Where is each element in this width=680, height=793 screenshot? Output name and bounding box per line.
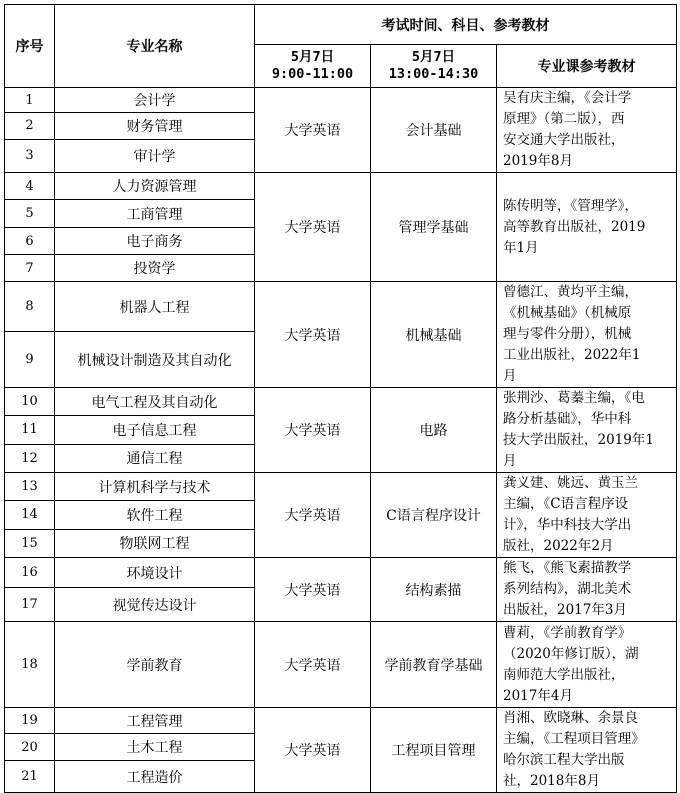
major-name: 会计学	[55, 88, 255, 113]
textbook-line: 月	[503, 368, 517, 384]
subject-session2: 结构素描	[371, 558, 497, 622]
major-name: 计算机科学与技术	[55, 473, 255, 501]
textbook-line: 《机械基础》（机械原	[503, 305, 632, 321]
major-name: 物联网工程	[55, 529, 255, 557]
subject-session1: 大学英语	[255, 173, 371, 282]
major-name: 通信工程	[55, 444, 255, 472]
row-number: 2	[5, 113, 55, 139]
session1-time: 9:00-11:00	[271, 66, 354, 82]
reference-textbook	[497, 88, 677, 173]
major-name: 电子商务	[55, 228, 255, 255]
textbook-line: 高等教育出版社，2019	[503, 218, 646, 235]
textbook-line: 主编，《C语言程序设	[503, 496, 629, 512]
reference-textbook	[497, 558, 677, 622]
subject-session1: 大学英语	[255, 558, 371, 622]
subject-session2: 电路	[371, 388, 497, 473]
subject-session2: 会计基础	[371, 88, 497, 173]
reference-textbook	[497, 473, 677, 558]
row-number: 17	[5, 588, 55, 622]
row-number: 7	[5, 255, 55, 282]
row-number: 18	[5, 622, 55, 708]
textbook-line: 哈尔滨工程大学出版	[503, 752, 625, 768]
header-major-name: 专业名称	[55, 5, 255, 88]
major-name: 财务管理	[55, 113, 255, 139]
reference-textbook	[497, 708, 677, 793]
table-body	[5, 88, 677, 793]
textbook-line: 出版社，2017年3月	[503, 602, 627, 618]
row-number: 9	[5, 332, 55, 388]
table-row	[5, 388, 677, 416]
major-name: 投资学	[55, 255, 255, 282]
textbook-line: 陈传明等，《管理学》，	[503, 197, 638, 214]
textbook-line: 曹莉，《学前教育学》	[503, 624, 632, 641]
table-row	[5, 173, 677, 200]
textbook-line: 版社，2022年2月	[503, 538, 614, 554]
textbook-line: 曾德江、黄均平主编，	[503, 284, 638, 300]
textbook-line: 技大学出版社，2019年1	[503, 432, 654, 448]
major-name: 工程管理	[55, 708, 255, 734]
header-session1	[255, 45, 371, 88]
row-number: 10	[5, 388, 55, 416]
row-number: 8	[5, 282, 55, 332]
textbook-line: 理与零件分册），机械	[503, 326, 632, 342]
textbook-line: 吴有庆主编，《会计学	[503, 90, 632, 106]
textbook-line: 安交通大学出版社，	[503, 132, 625, 148]
subject-session1: 大学英语	[255, 473, 371, 558]
row-number: 11	[5, 416, 55, 444]
subject-session2: C语言程序设计	[371, 473, 497, 558]
table-row	[5, 473, 677, 501]
subject-session1: 大学英语	[255, 622, 371, 708]
subject-session2: 管理学基础	[371, 173, 497, 282]
textbook-line: 原理》（第二版），西	[503, 111, 625, 127]
subject-session1: 大学英语	[255, 88, 371, 173]
reference-textbook	[497, 622, 677, 708]
major-name: 工程造价	[55, 761, 255, 793]
major-name: 电子信息工程	[55, 416, 255, 444]
major-name: 土木工程	[55, 734, 255, 761]
row-number: 21	[5, 761, 55, 793]
row-number: 16	[5, 558, 55, 588]
textbook-line: 2017年4月	[503, 687, 573, 704]
reference-textbook	[497, 388, 677, 473]
textbook-line: 张荆沙、葛蓁主编，《电	[503, 390, 645, 406]
major-name: 软件工程	[55, 501, 255, 529]
textbook-line: 2019年8月	[503, 153, 573, 169]
table-row	[5, 282, 677, 332]
subject-session1: 大学英语	[255, 388, 371, 473]
major-name: 人力资源管理	[55, 173, 255, 200]
textbook-line: 路分析基础》，华中科	[503, 411, 632, 427]
session2-time: 13:00-14:30	[388, 66, 479, 82]
textbook-line: （2020年修订版），湖	[503, 645, 639, 662]
session1-date: 5月7日	[290, 49, 335, 65]
subject-session2: 工程项目管理	[371, 708, 497, 793]
textbook-line: 计》，华中科技大学出	[503, 517, 632, 533]
major-name: 机械设计制造及其自动化	[55, 332, 255, 388]
row-number: 15	[5, 529, 55, 557]
major-name: 电气工程及其自动化	[55, 388, 255, 416]
textbook-line: 系列结构》，湖北美术	[503, 581, 632, 597]
major-name: 审计学	[55, 139, 255, 172]
major-name: 学前教育	[55, 622, 255, 708]
major-name: 机器人工程	[55, 282, 255, 332]
header-session2	[371, 45, 497, 88]
major-name: 工商管理	[55, 200, 255, 228]
row-number: 14	[5, 501, 55, 529]
major-name: 视觉传达设计	[55, 588, 255, 622]
row-number: 1	[5, 88, 55, 113]
row-number: 3	[5, 139, 55, 172]
header-textbook: 专业课参考教材	[497, 45, 677, 88]
table-row	[5, 708, 677, 734]
textbook-line: 主编，《工程项目管理》	[503, 731, 645, 747]
textbook-line: 工业出版社，2022年1	[503, 347, 641, 363]
textbook-line: 南师范大学出版社，	[503, 666, 625, 683]
table-row	[5, 622, 677, 708]
row-number: 13	[5, 473, 55, 501]
table-row	[5, 88, 677, 113]
row-number: 4	[5, 173, 55, 200]
subject-session1: 大学英语	[255, 708, 371, 793]
textbook-line: 肖湘、欧晓琳、余景良	[503, 710, 638, 726]
reference-textbook	[497, 173, 677, 282]
row-number: 19	[5, 708, 55, 734]
session2-date: 5月7日	[411, 49, 456, 65]
row-number: 20	[5, 734, 55, 761]
subject-session1: 大学英语	[255, 282, 371, 388]
row-number: 5	[5, 200, 55, 228]
subject-session2: 学前教育学基础	[371, 622, 497, 708]
major-name: 环境设计	[55, 558, 255, 588]
header-group-title: 考试时间、科目、参考教材	[255, 5, 677, 45]
textbook-line: 社，2018年8月	[503, 773, 600, 789]
row-number: 12	[5, 444, 55, 472]
table-row	[5, 558, 677, 588]
row-number: 6	[5, 228, 55, 255]
textbook-line: 年1月	[503, 239, 539, 256]
textbook-line: 熊飞，《熊飞素描教学	[503, 560, 632, 576]
header-seq: 序号	[5, 5, 55, 88]
reference-textbook	[497, 282, 677, 388]
textbook-line: 月	[503, 453, 517, 469]
exam-schedule-table	[4, 4, 677, 793]
textbook-line: 龚义建、姚远、黄玉兰	[503, 475, 638, 491]
subject-session2: 机械基础	[371, 282, 497, 388]
